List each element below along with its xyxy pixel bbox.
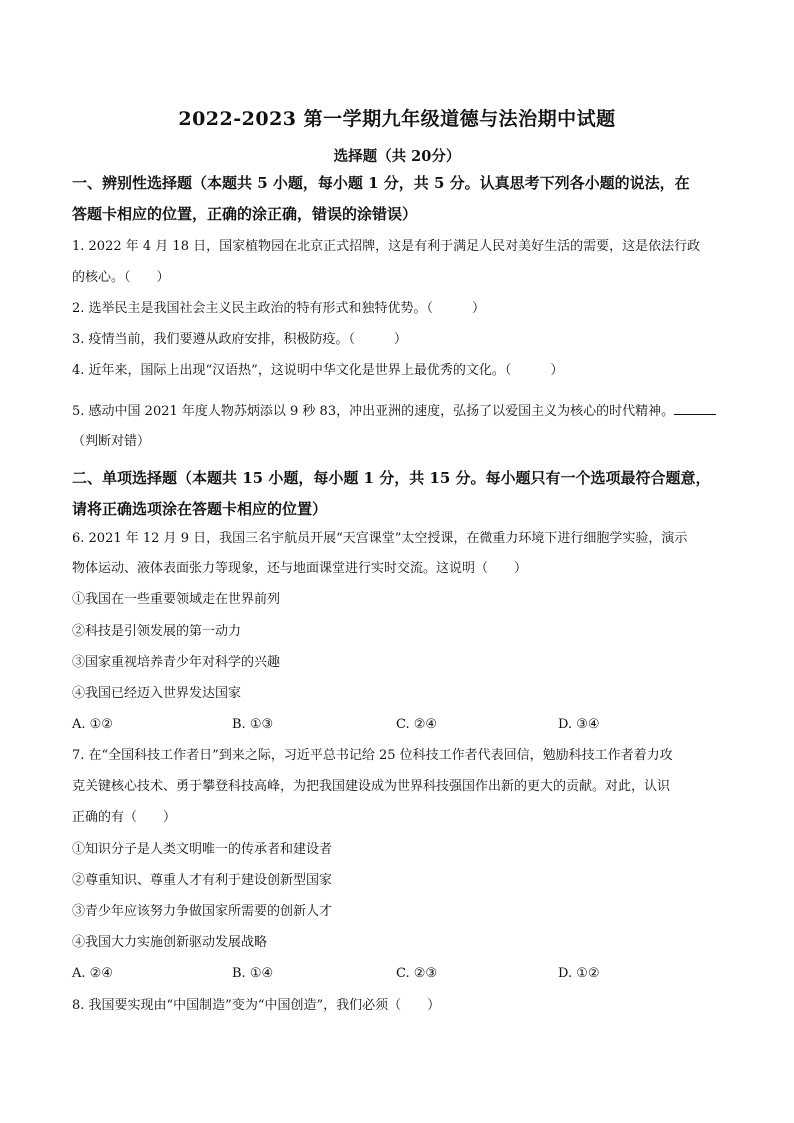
section2-heading — [72, 463, 732, 525]
q8-text: 8. 我国要实现由“中国制造”变为“中国创造”，我们必须（ ） — [72, 998, 441, 1013]
exam-subtitle: 选择题（共 20分） — [333, 148, 461, 165]
q7-option-c: C. ②③ — [396, 966, 438, 981]
section1-heading-line2: 答题卡相应的位置，正确的涂正确，错误的涂错误） — [72, 205, 418, 223]
section2-heading-line2: 请将正确选项涂在答题卡相应的位置） — [72, 500, 328, 518]
q1-line2: 的核心。（ ） — [72, 270, 170, 285]
q5-line1 — [72, 401, 732, 422]
q6-option-c: C. ②④ — [396, 717, 438, 732]
q5-line1-text: 5. 感动中国 2021 年度人物苏炳添以 9 秒 83，冲出亚洲的速度，弘扬了以爱国主义为核心的时代精神。 — [72, 404, 675, 419]
q7-item-3: ③青少年应该努力争做国家所需要的创新人才 — [72, 904, 333, 919]
q7-line2: 克关键核心技术、勇于攀登科技高峰，为把我国建设成为世界科技强国作出新的更大的贡献。对此，认识 — [72, 779, 671, 794]
q6-item-2: ②科技是引领发展的第一动力 — [72, 624, 242, 639]
section1-heading-line1: 一、辨别性选择题（本题共 5 小题，每小题 1 分，共 5 分。认真思考下列各小题的说法，在 — [72, 174, 690, 192]
q6-item-3: ③国家重视培养青少年对科学的兴趣 — [72, 655, 281, 670]
q1-line1: 1. 2022 年 4 月 18 日，国家植物园在北京正式招牌，这是有利于满足人民对美好生活的需要，这是依法行政 — [72, 239, 701, 254]
q7-item-4: ④我国大力实施创新驱动发展战略 — [72, 935, 268, 950]
q7-line1: 7. 在“全国科技工作者日”到来之际，习近平总书记给 25 位科技工作者代表回信，勉励科技工作者着力攻 — [72, 748, 673, 763]
q7-item-2: ②尊重知识、尊重人才有利于建设创新型国家 — [72, 873, 333, 888]
q6-option-d: D. ③④ — [558, 717, 600, 732]
q7-option-a: A. ②④ — [72, 966, 113, 981]
q6-options — [72, 715, 732, 735]
q6-line1: 6. 2021 年 12 月 9 日，我国三名宇航员开展“天宫课堂”太空授课，在微重力环境下进行细胞学实验，演示 — [72, 531, 688, 546]
q6-line2: 物体运动、液体表面张力等现象，还与地面课堂进行实时交流。这说明（ ） — [72, 561, 528, 576]
q6-option-b: B. ①③ — [232, 717, 274, 732]
q7-line3: 正确的有（ ） — [72, 810, 177, 825]
q4-text: 4. 近年来，国际上出现“汉语热”，这说明中华文化是世界上最优秀的文化。（ ） — [72, 363, 564, 378]
q6-item-4: ④我国已经迈入世界发达国家 — [72, 686, 242, 701]
q5-line2: （判断对错） — [72, 434, 151, 449]
q7-options — [72, 964, 732, 984]
q5-answer-blank — [674, 401, 716, 415]
q6-option-a: A. ①② — [72, 717, 113, 732]
section1-heading — [72, 168, 732, 230]
exam-title: 2022-2023 第一学期九年级道德与法治期中试题 — [178, 108, 616, 130]
q7-option-b: B. ①④ — [232, 966, 274, 981]
q3-text: 3. 疫情当前，我们要遵从政府安排，积极防疫。（ ） — [72, 332, 408, 347]
q6-item-1: ①我国在一些重要领域走在世界前列 — [72, 592, 281, 607]
q7-item-1: ①知识分子是人类文明唯一的传承者和建设者 — [72, 842, 333, 857]
q2-text: 2. 选举民主是我国社会主义民主政治的特有形式和独特优势。（ ） — [72, 301, 486, 316]
section2-heading-line1: 二、单项选择题（本题共 15 小题，每小题 1 分，共 15 分。每小题只有一个选项最符合题意， — [72, 469, 711, 487]
q7-option-d: D. ①② — [558, 966, 600, 981]
